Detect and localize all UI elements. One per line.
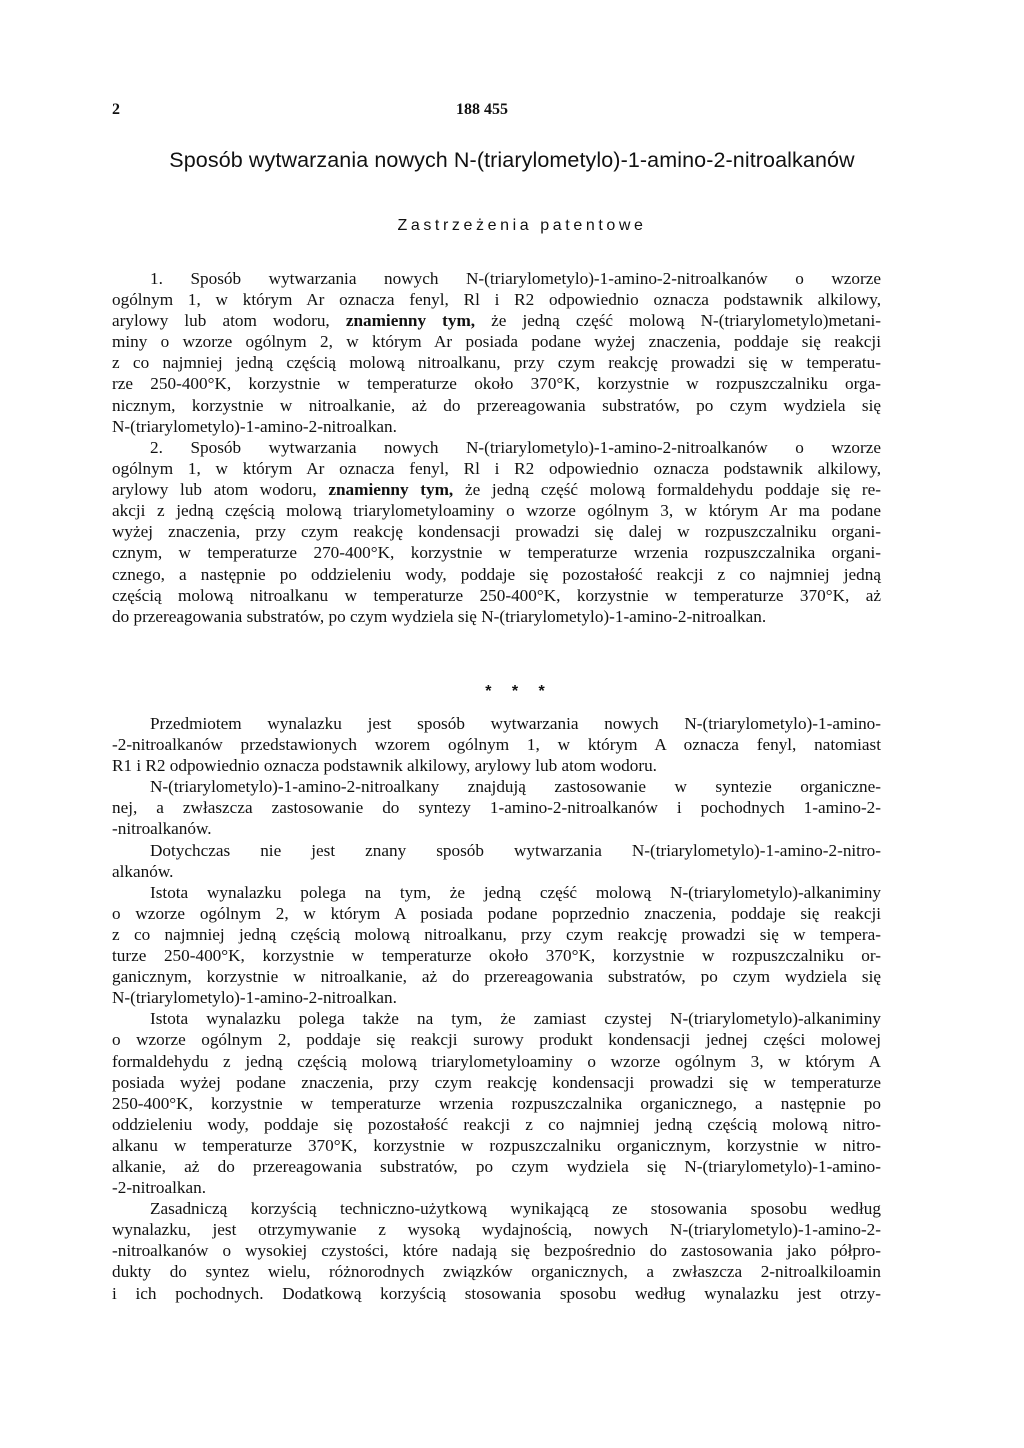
- text-line: wynalazku, jest otrzymywanie z wysoką wydajnością, nowych N-(triarylometylo)-1-amino-2-: [112, 1220, 881, 1240]
- text-line: oddzieleniu wody, poddaje się pozostałość reakcji z co najmniej jedną częścią molową nitro-: [112, 1114, 881, 1134]
- text-line: o wzorze ogólnym 2, w którym A posiada podane poprzednio znaczenia, poddaje się reakcji: [112, 903, 881, 923]
- paragraph: [112, 840, 881, 882]
- text-line: alkanu w temperaturze 370°K, korzystnie w rozpuszczalniku organicznym, korzystnie w nitro-: [112, 1135, 881, 1155]
- claim-keyword: znamienny tym,: [345, 311, 476, 331]
- text-line: 1. Sposób wytwarzania nowych N-(triarylometylo)-1-amino-2-nitroalkanów o wzorze: [150, 269, 881, 288]
- text-line: 2. Sposób wytwarzania nowych N-(triarylometylo)-1-amino-2-nitroalkanów o wzorze: [150, 438, 881, 457]
- text-line: [112, 479, 881, 500]
- text-line: Istota wynalazku polega także na tym, że zamiast czystej N-(triarylometylo)-alkaniminy: [150, 1009, 881, 1029]
- claim-2: [112, 437, 881, 627]
- text-line: turze 250-400°K, korzystnie w temperaturze około 370°K, korzystnie w rozpuszczalniku or-: [112, 946, 881, 966]
- text-span: że jedną część molową formaldehydu poddaje się re-: [464, 480, 882, 500]
- text-line: 250-400°K, korzystnie w temperaturze wrzenia rozpuszczalnika organicznego, a następnie po: [112, 1093, 881, 1113]
- text-line: alkanów.: [112, 861, 174, 881]
- text-line: częścią molową nitroalkanu w temperaturze 250-400°K, korzystnie w temperaturze 370°K, aż: [112, 585, 881, 605]
- text-line: Przedmiotem wynalazku jest sposób wytwarzania nowych N-(triarylometylo)-1-amino-: [150, 714, 881, 733]
- text-line: z co najmniej jedną częścią molową nitroalkanu, przy czym reakcję prowadzi się w tempera-: [112, 924, 881, 944]
- text-span: arylowy lub atom wodoru,: [112, 480, 317, 500]
- description: [112, 713, 881, 1304]
- paragraph: [112, 1198, 881, 1303]
- text-line: nicznym, korzystnie w nitroalkanie, aż do przereagowania substratów, po czym wydziela się: [112, 395, 881, 415]
- paragraph: [112, 776, 881, 839]
- text-line: z co najmniej jedną częścią molową nitroalkanu, przy czym reakcję prowadzi się w temperatu-: [112, 353, 881, 373]
- text-line: nej, a zwłaszcza zastosowanie do syntezy 1-amino-2-nitroalkanów i pochodnych 1-amino-2-: [112, 798, 881, 818]
- paragraph: [112, 882, 881, 1009]
- text-span: arylowy lub atom wodoru,: [112, 311, 330, 331]
- text-line: ogólnym 1, w którym Ar oznacza fenyl, Rl i R2 odpowiednio oznacza podstawnik alkilowy,: [112, 459, 881, 479]
- paragraph: [112, 713, 881, 776]
- page-number: 2: [112, 101, 120, 118]
- text-line: miny o wzorze ogólnym 2, w którym Ar posiada podane wyżej znaczenia, poddaje się reakcji: [112, 332, 881, 352]
- claim-2-text: [112, 437, 881, 627]
- text-line: -nitroalkanów o wysokiej czystości, które nadają się bezpośrednio do zastosowania jako półpro-: [112, 1241, 881, 1261]
- text-line: N-(triarylometylo)-1-amino-2-nitroalkan.: [112, 988, 397, 1008]
- text-line: posiada wyżej podane znaczenia, przy czym reakcję kondensacji prowadzi się w temperaturze: [112, 1072, 881, 1092]
- text-line: wyżej znaczenia, przy czym reakcję kondensacji prowadzi się dalej w rozpuszczalniku organi-: [112, 522, 881, 542]
- text-line: cznego, a następnie po oddzieleniu wody, poddaje się pozostałość reakcji z co najmniej jedną: [112, 564, 881, 584]
- text-line: -2-nitroalkan.: [112, 1178, 207, 1198]
- text-line: Istota wynalazku polega na tym, że jedną część molową N-(triarylometylo)-alkaniminy: [150, 882, 881, 902]
- text-line: alkanie, aż do przereagowania substratów, po czym wydziela się N-(triarylometylo)-1-amino-: [112, 1156, 881, 1176]
- text-span: że jedną część molową N-(triarylometylo)metani-: [491, 311, 881, 331]
- claim-keyword: znamienny tym,: [328, 480, 454, 500]
- paragraph: [112, 1008, 881, 1198]
- text-line: o wzorze ogólnym 2, poddaje się reakcji surowy produkt kondensacji jednej części molowej: [112, 1030, 881, 1050]
- text-line: N-(triarylometylo)-1-amino-2-nitroalkany znajdują zastosowanie w syntezie organiczne-: [150, 777, 881, 797]
- claim-1: [112, 268, 881, 437]
- text-line: dukty do syntez wielu, różnorodnych związków organicznych, a zwłaszcza 2-nitroalkiloamin: [112, 1262, 881, 1282]
- text-line: i ich pochodnych. Dodatkową korzyścią stosowania sposobu według wynalazku jest otrzy-: [112, 1283, 881, 1303]
- patent-number: 188 455: [456, 101, 508, 118]
- text-line: ganicznym, korzystnie w nitroalkanie, aż do przereagowania substratów, po czym wydziela się: [112, 967, 881, 987]
- section-separator: * * *: [485, 683, 553, 700]
- text-line: cznym, w temperaturze 270-400°K, korzystnie w temperaturze wrzenia rozpuszczalnika organi-: [112, 543, 881, 563]
- text-line: akcji z jedną częścią molową triarylometyloaminy o wzorze ogólnym 3, w którym Ar ma podane: [112, 501, 881, 521]
- text-line: formaldehydu z jedną częścią molową triarylometyloaminy o wzorze ogólnym 3, w którym A: [112, 1051, 881, 1071]
- document-title: Sposób wytwarzania nowych N-(triarylometylo)-1-amino-2-nitroalkanów: [169, 148, 855, 172]
- text-line: Dotychczas nie jest znany sposób wytwarzania N-(triarylometylo)-1-amino-2-nitro-: [150, 840, 881, 860]
- text-line: rze 250-400°K, korzystnie w temperaturze około 370°K, korzystnie w rozpuszczalniku orga-: [112, 374, 881, 394]
- text-line: Zasadniczą korzyścią techniczno-użytkową wynikającą ze stosowania sposobu według: [150, 1199, 881, 1219]
- text-line: -2-nitroalkanów przedstawionych wzorem ogólnym 1, w którym A oznacza fenyl, natomiast: [112, 735, 881, 755]
- claims-heading: Zastrzeżenia patentowe: [397, 217, 647, 234]
- text-line: ogólnym 1, w którym Ar oznacza fenyl, Rl i R2 odpowiednio oznacza podstawnik alkilowy,: [112, 290, 881, 310]
- text-line: R1 i R2 odpowiednio oznacza podstawnik alkilowy, arylowy lub atom wodoru.: [112, 756, 657, 776]
- text-line: -nitroalkanów.: [112, 819, 212, 839]
- text-line: do przereagowania substratów, po czym wydziela się N-(triarylometylo)-1-amino-2-nitroalkan.: [112, 606, 767, 626]
- claim-1-text: [112, 268, 881, 437]
- text-line: N-(triarylometylo)-1-amino-2-nitroalkan.: [112, 416, 397, 436]
- text-line: [112, 310, 881, 331]
